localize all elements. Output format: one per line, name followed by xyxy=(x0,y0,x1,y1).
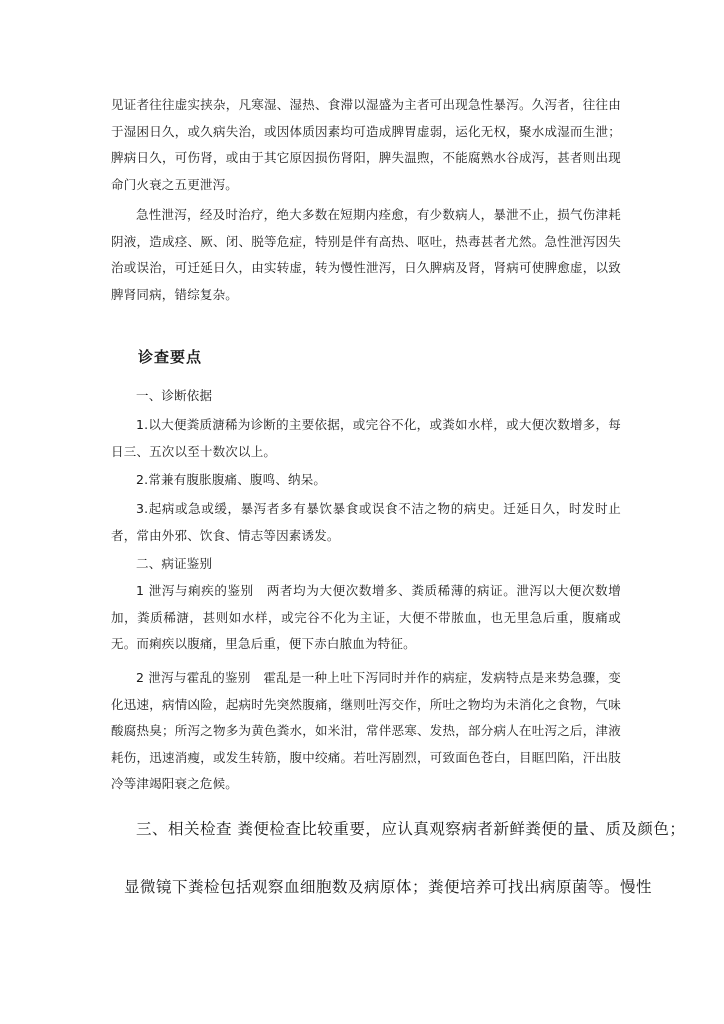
related-exams-line-1: 三、相关检查 粪便检查比较重要，应认真观察病者新鲜粪便的量、质及颜色； xyxy=(136,820,686,838)
paragraph-pathogenesis: 见证者往往虚实挟杂，凡寒湿、湿热、食滞以湿盛为主者可出现急性暴泻。久泻者，往往由于湿困日久，或久病失治，或因体质因素均可造成脾胃虚弱，运化无权，聚水成湿而生泄；脾病日久，可伤肾，或由于其它原因损伤肾阳，脾失温煦，不能腐熟水谷成泻，甚者则出现命门火衰之五更泄泻。 xyxy=(111,97,621,192)
subheading-diagnosis-basis: 一、诊断依据 xyxy=(136,388,213,403)
diagnosis-item-3: 3.起病或急或缓，暴泻者多有暴饮暴食或误食不洁之物的病史。迁延日久，时发时止者，常由外邪、饮食、情志等因素诱发。 xyxy=(111,501,621,543)
section-heading: 诊查要点 xyxy=(138,348,203,366)
differential-cholera: 2 泄泻与霍乱的鉴别 霍乱是一种上吐下泻同时并作的病症，发病特点是来势急骤，变化迅速，病情凶险，起病时先突然腹痛，继则吐泻交作，所吐之物均为未消化之食物，气味酸腐热臭；所泻之物多为黄色粪水，如米泔，常伴恶寒、发热，部分病人在吐泻之后，津液耗伤，迅速消瘦，或发生转筋，腹中绞痛。若吐泻剧烈，可致面色苍白，目眶凹陷，汗出肢冷等津竭阳衰之危候。 xyxy=(111,670,621,791)
paragraph-prognosis: 急性泄泻，经及时治疗，绝大多数在短期内痊愈，有少数病人，暴泄不止，损气伤津耗阴液，造成痉、厥、闭、脱等危症，特别是伴有高热、呕吐，热毒甚者尤然。急性泄泻因失治或误治，可迁延日久，由实转虚，转为慢性泄泻，日久脾病及肾，肾病可使脾愈虚，以致脾肾同病，错综复杂。 xyxy=(111,207,621,302)
differential-dysentery: 1 泄泻与痢疾的鉴别 两者均为大便次数增多、粪质稀薄的病证。泄泻以大便次数增加，粪质稀溏，甚则如水样，或完谷不化为主证，大便不带脓血，也无里急后重，腹痛或无。而痢疾以腹痛，里急后重，便下赤白脓血为特征。 xyxy=(111,583,621,651)
related-exams-line-2: 显微镜下粪检包括观察血细胞数及病原体；粪便培养可找出病原菌等。慢性 xyxy=(124,878,653,896)
diagnosis-item-2: 2.常兼有腹胀腹痛、腹鸣、纳呆。 xyxy=(136,472,327,487)
diagnosis-item-1: 1.以大便粪质溏稀为诊断的主要依据，或完谷不化，或粪如水样，或大便次数增多，每日三、五次以至十数次以上。 xyxy=(111,417,621,459)
subheading-differential: 二、病证鉴别 xyxy=(136,556,213,571)
